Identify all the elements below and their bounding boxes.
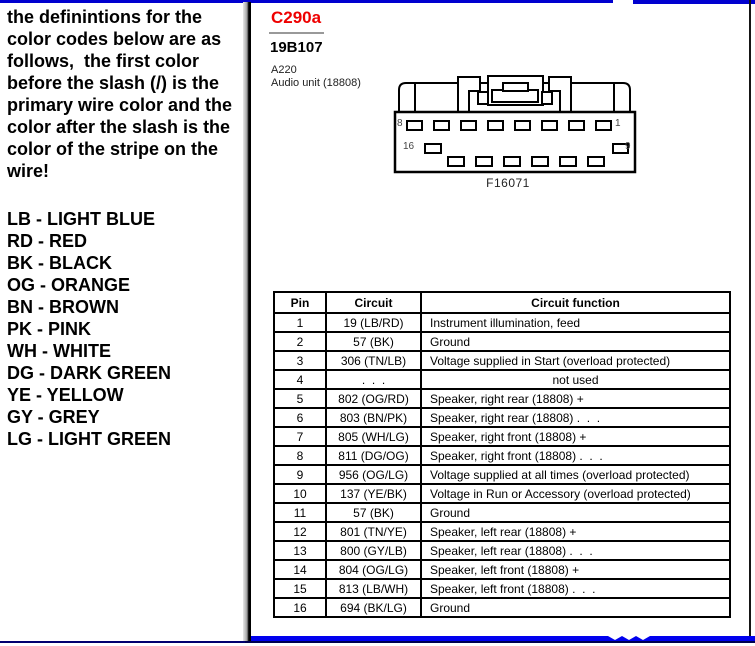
color-code-item: RD - RED	[7, 231, 87, 251]
color-code-item: LB - LIGHT BLUE	[7, 209, 155, 229]
circuit-cell: 800 (GY/LB)	[326, 541, 421, 560]
color-code-list	[7, 208, 171, 450]
pin-cell: 16	[274, 598, 326, 617]
table-row	[274, 503, 730, 522]
pin-label-9: 9	[625, 141, 631, 152]
circuit-cell: 803 (BN/PK)	[326, 408, 421, 427]
bottom-border-bar	[245, 636, 755, 643]
pin-cell: 9	[274, 465, 326, 484]
circuit-cell: 805 (WH/LG)	[326, 427, 421, 446]
table-row	[274, 370, 730, 389]
pin-cell: 3	[274, 351, 326, 370]
function-cell: not used	[421, 370, 730, 389]
table-row	[274, 579, 730, 598]
pin-cell: 10	[274, 484, 326, 503]
table-row	[274, 313, 730, 332]
function-cell: Speaker, right rear (18808) +	[421, 389, 730, 408]
pin-cell: 11	[274, 503, 326, 522]
pin-cell: 1	[274, 313, 326, 332]
pin-cell: 12	[274, 522, 326, 541]
color-code-item: DG - DARK GREEN	[7, 363, 172, 383]
color-code-item: PK - PINK	[7, 319, 92, 339]
part-number: 19B107	[270, 39, 323, 56]
table-row	[274, 389, 730, 408]
table-row	[274, 427, 730, 446]
table-row	[274, 332, 730, 351]
pin-label-1: 1	[615, 118, 621, 129]
connector-id: A220	[271, 64, 297, 76]
pin-cell: 14	[274, 560, 326, 579]
connector-code-title: C290a	[271, 8, 322, 27]
bottom-bar-notch	[608, 636, 622, 640]
top-border-line-left	[0, 0, 613, 3]
figure-caption: F16071	[486, 176, 530, 190]
right-border-line	[749, 0, 751, 641]
pin-cell: 5	[274, 389, 326, 408]
column-header-circuit: Circuit	[326, 292, 421, 313]
color-code-item: YE - YELLOW	[7, 385, 124, 405]
function-cell: Ground	[421, 598, 730, 617]
function-cell: Speaker, left front (18808) . . .	[421, 579, 730, 598]
pin-cell: 4	[274, 370, 326, 389]
pin-cell: 2	[274, 332, 326, 351]
pin-label-16: 16	[403, 141, 415, 152]
circuit-cell: 57 (BK)	[326, 503, 421, 522]
color-code-item: BN - BROWN	[7, 297, 119, 317]
circuit-cell: 802 (OG/RD)	[326, 389, 421, 408]
bottom-border-line-left	[0, 641, 245, 643]
circuit-cell: 306 (TN/LB)	[326, 351, 421, 370]
circuit-cell: 137 (YE/BK)	[326, 484, 421, 503]
table-row	[274, 560, 730, 579]
pinout-table	[273, 291, 731, 618]
connector-description: Audio unit (18808)	[271, 77, 361, 89]
color-code-item: GY - GREY	[7, 407, 100, 427]
pin-cell: 7	[274, 427, 326, 446]
table-header-row	[274, 292, 730, 313]
circuit-cell: 804 (OG/LG)	[326, 560, 421, 579]
pin-cell: 6	[274, 408, 326, 427]
function-cell: Speaker, right rear (18808) . . .	[421, 408, 730, 427]
circuit-cell: 694 (BK/LG)	[326, 598, 421, 617]
function-cell: Speaker, left rear (18808) . . .	[421, 541, 730, 560]
title-underline	[269, 32, 324, 34]
color-code-intro: the definintions for the color codes below are as follows, the first color before the slash (/) is the primary wire color and the color after the slash is the color of the stripe on the wire!	[7, 7, 233, 181]
color-code-item: LG - LIGHT GREEN	[7, 429, 171, 449]
function-cell: Speaker, right front (18808) . . .	[421, 446, 730, 465]
bottom-bar-notch	[622, 636, 636, 640]
function-cell: Voltage in Run or Accessory (overload protected)	[421, 484, 730, 503]
panel-divider	[243, 2, 251, 641]
table-row	[274, 465, 730, 484]
function-cell: Voltage supplied in Start (overload protected)	[421, 351, 730, 370]
circuit-cell: 19 (LB/RD)	[326, 313, 421, 332]
circuit-cell: . . .	[326, 370, 421, 389]
function-cell: Voltage supplied at all times (overload protected)	[421, 465, 730, 484]
circuit-cell: 811 (DG/OG)	[326, 446, 421, 465]
table-row	[274, 351, 730, 370]
pin-label-8: 8	[397, 118, 403, 129]
table-row	[274, 446, 730, 465]
table-row	[274, 408, 730, 427]
circuit-cell: 956 (OG/LG)	[326, 465, 421, 484]
function-cell: Speaker, left front (18808) +	[421, 560, 730, 579]
color-code-item: OG - ORANGE	[7, 275, 131, 295]
table-row	[274, 522, 730, 541]
pin-cell: 8	[274, 446, 326, 465]
column-header-function: Circuit function	[421, 292, 730, 313]
table-row	[274, 484, 730, 503]
function-cell: Speaker, right front (18808) +	[421, 427, 730, 446]
color-code-item: WH - WHITE	[7, 341, 111, 361]
function-cell: Instrument illumination, feed	[421, 313, 730, 332]
table-row	[274, 598, 730, 617]
circuit-cell: 813 (LB/WH)	[326, 579, 421, 598]
color-code-item: BK - BLACK	[7, 253, 112, 273]
bottom-bar-notch	[636, 636, 650, 640]
circuit-cell: 57 (BK)	[326, 332, 421, 351]
pin-cell: 15	[274, 579, 326, 598]
circuit-cell: 801 (TN/YE)	[326, 522, 421, 541]
function-cell: Ground	[421, 503, 730, 522]
column-header-pin: Pin	[274, 292, 326, 313]
function-cell: Speaker, left rear (18808) +	[421, 522, 730, 541]
pin-cell: 13	[274, 541, 326, 560]
function-cell: Ground	[421, 332, 730, 351]
connector-diagram-icon	[393, 71, 638, 175]
table-row	[274, 541, 730, 560]
top-border-line-right	[633, 0, 755, 4]
